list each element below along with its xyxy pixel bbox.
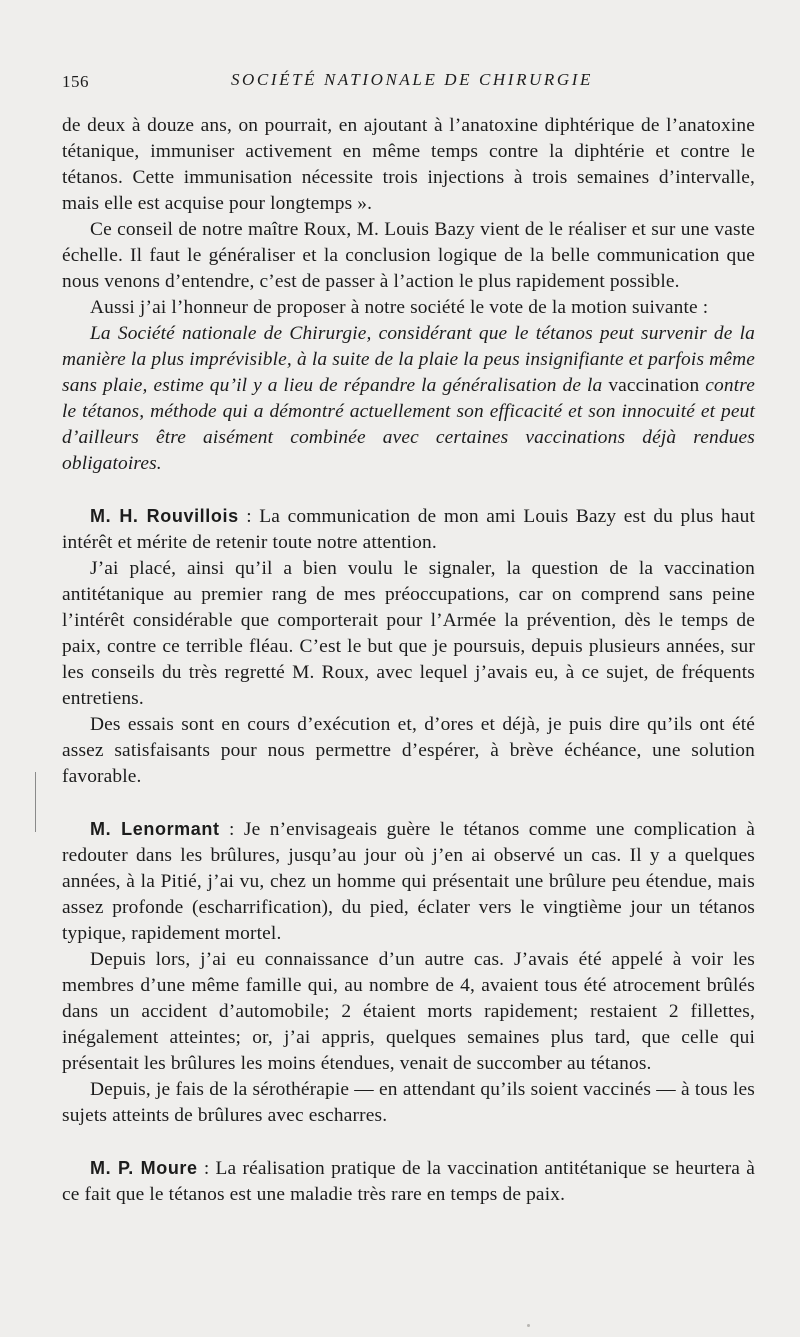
rouvillois-text-1: : La communication de mon ami Louis Bazy est du plus haut intérêt et mérite de retenir toute notre attention. (62, 506, 755, 553)
paragraph-continuation: de deux à douze ans, on pourrait, en ajoutant à l’anatoxine diphtérique de l’anatoxine tétanique, immuniser activement en même temps contre la diphtérie et contre le tétanos. Cette immunisation nécessite trois injections à trois semaines d’intervalle, mais elle est acquise pour longtemps ». (62, 115, 755, 214)
motion-tail: contre le tétanos, méthode qui a démontré actuellement son efficacité et son innocuité et peut d’ailleurs être aisément combinée avec certaines vaccinations déjà rendues obligatoires. (62, 375, 755, 474)
lenormant-paragraph-3: Depuis, je fais de la sérothérapie — en attendant qu’ils soient vaccinés — à tous les sujets atteints de brûlures avec escharres. (62, 1079, 755, 1126)
lenormant-intervention (62, 816, 755, 947)
margin-pencil-mark (35, 772, 44, 832)
moure-intervention (62, 1155, 755, 1208)
rouvillois-paragraph-3: Des essais sont en cours d’exécution et, d’ores et déjà, je puis dire qu’ils ont été assez satisfaisants pour nous permettre d’espérer, à brève échéance, une solution favorable. (62, 714, 755, 787)
body-text (62, 113, 755, 1208)
lenormant-text-1: : Je n’envisageais guère le tétanos comme une complication à redouter dans les brûlures, jusqu’au jour où j’en ai observé un cas. Il y a quelques années, à la Pitié, j’ai vu, chez un homme qui présentait une brûlure peu étendue, mais assez profonde (escharrification), du pied, éclater vers le vingtième jour un tétanos typique, rapidement mortel. (62, 819, 756, 944)
speaker-name-lenormant: M. Lenormant (90, 819, 220, 839)
paragraph-roux-advice: Ce conseil de notre maître Roux, M. Louis Bazy vient de le réaliser et sur une vaste échelle. Il faut le généraliser et la conclusion logique de la belle communication que nous venons d’entendre, c’est de passer à l’action le plus rapidement possible. (62, 219, 755, 292)
lenormant-paragraph-2: Depuis lors, j’ai eu connaissance d’un autre cas. J’avais été appelé à voir les membres d’une même famille qui, au nombre de 4, avaient tous été atrocement brûlés dans un accident d’automobile; 2 étaient morts rapidement; restaient 2 fillettes, inégalement atteintes; or, j’ai appris, quelques semaines plus tard, que celle qui présentait les brûlures les moins étendues, venait de succomber au tétanos. (62, 949, 755, 1074)
journal-title: SOCIÉTÉ NATIONALE DE CHIRURGIE (230, 70, 594, 89)
motion-text (62, 321, 755, 477)
paragraph-motion-intro: Aussi j’ai l’honneur de proposer à notre société le vote de la motion suivante : (90, 297, 709, 318)
page-number: 156 (62, 72, 89, 91)
rouvillois-intervention (62, 503, 755, 556)
rouvillois-paragraph-2: J’ai placé, ainsi qu’il a bien voulu le signaler, la question de la vaccination antitétanique au premier rang de mes préoccupations, car on comprend sans peine l’intérêt considérable que comporterait pour l’Armée la prévention, dès le temps de paix, contre ce terrible fléau. C’est le but que je poursuis, depuis plusieurs années, sur les conseils du très regretté M. Roux, avec lequel j’avais eu, à ce sujet, de fréquents entretiens. (62, 558, 755, 709)
running-head (62, 70, 762, 96)
moure-text-1: : La réalisation pratique de la vaccination antitétanique se heurtera à ce fait que le tétanos est une maladie très rare en temps de paix. (62, 1158, 755, 1205)
motion-lead: La Société nationale de Chirurgie, considérant que le tétanos peut survenir de la manière la plus imprévisible, à la suite de la plaie la peus insignifiante et parfois même sans plaie, estime qu’il y a lieu de répandre la généralisation de la (62, 323, 755, 396)
speaker-name-rouvillois: M. H. Rouvillois (90, 506, 239, 526)
paper-speck (527, 1324, 530, 1327)
speaker-name-moure: M. P. Moure (90, 1158, 198, 1178)
motion-roman-word: vaccination (608, 375, 700, 396)
